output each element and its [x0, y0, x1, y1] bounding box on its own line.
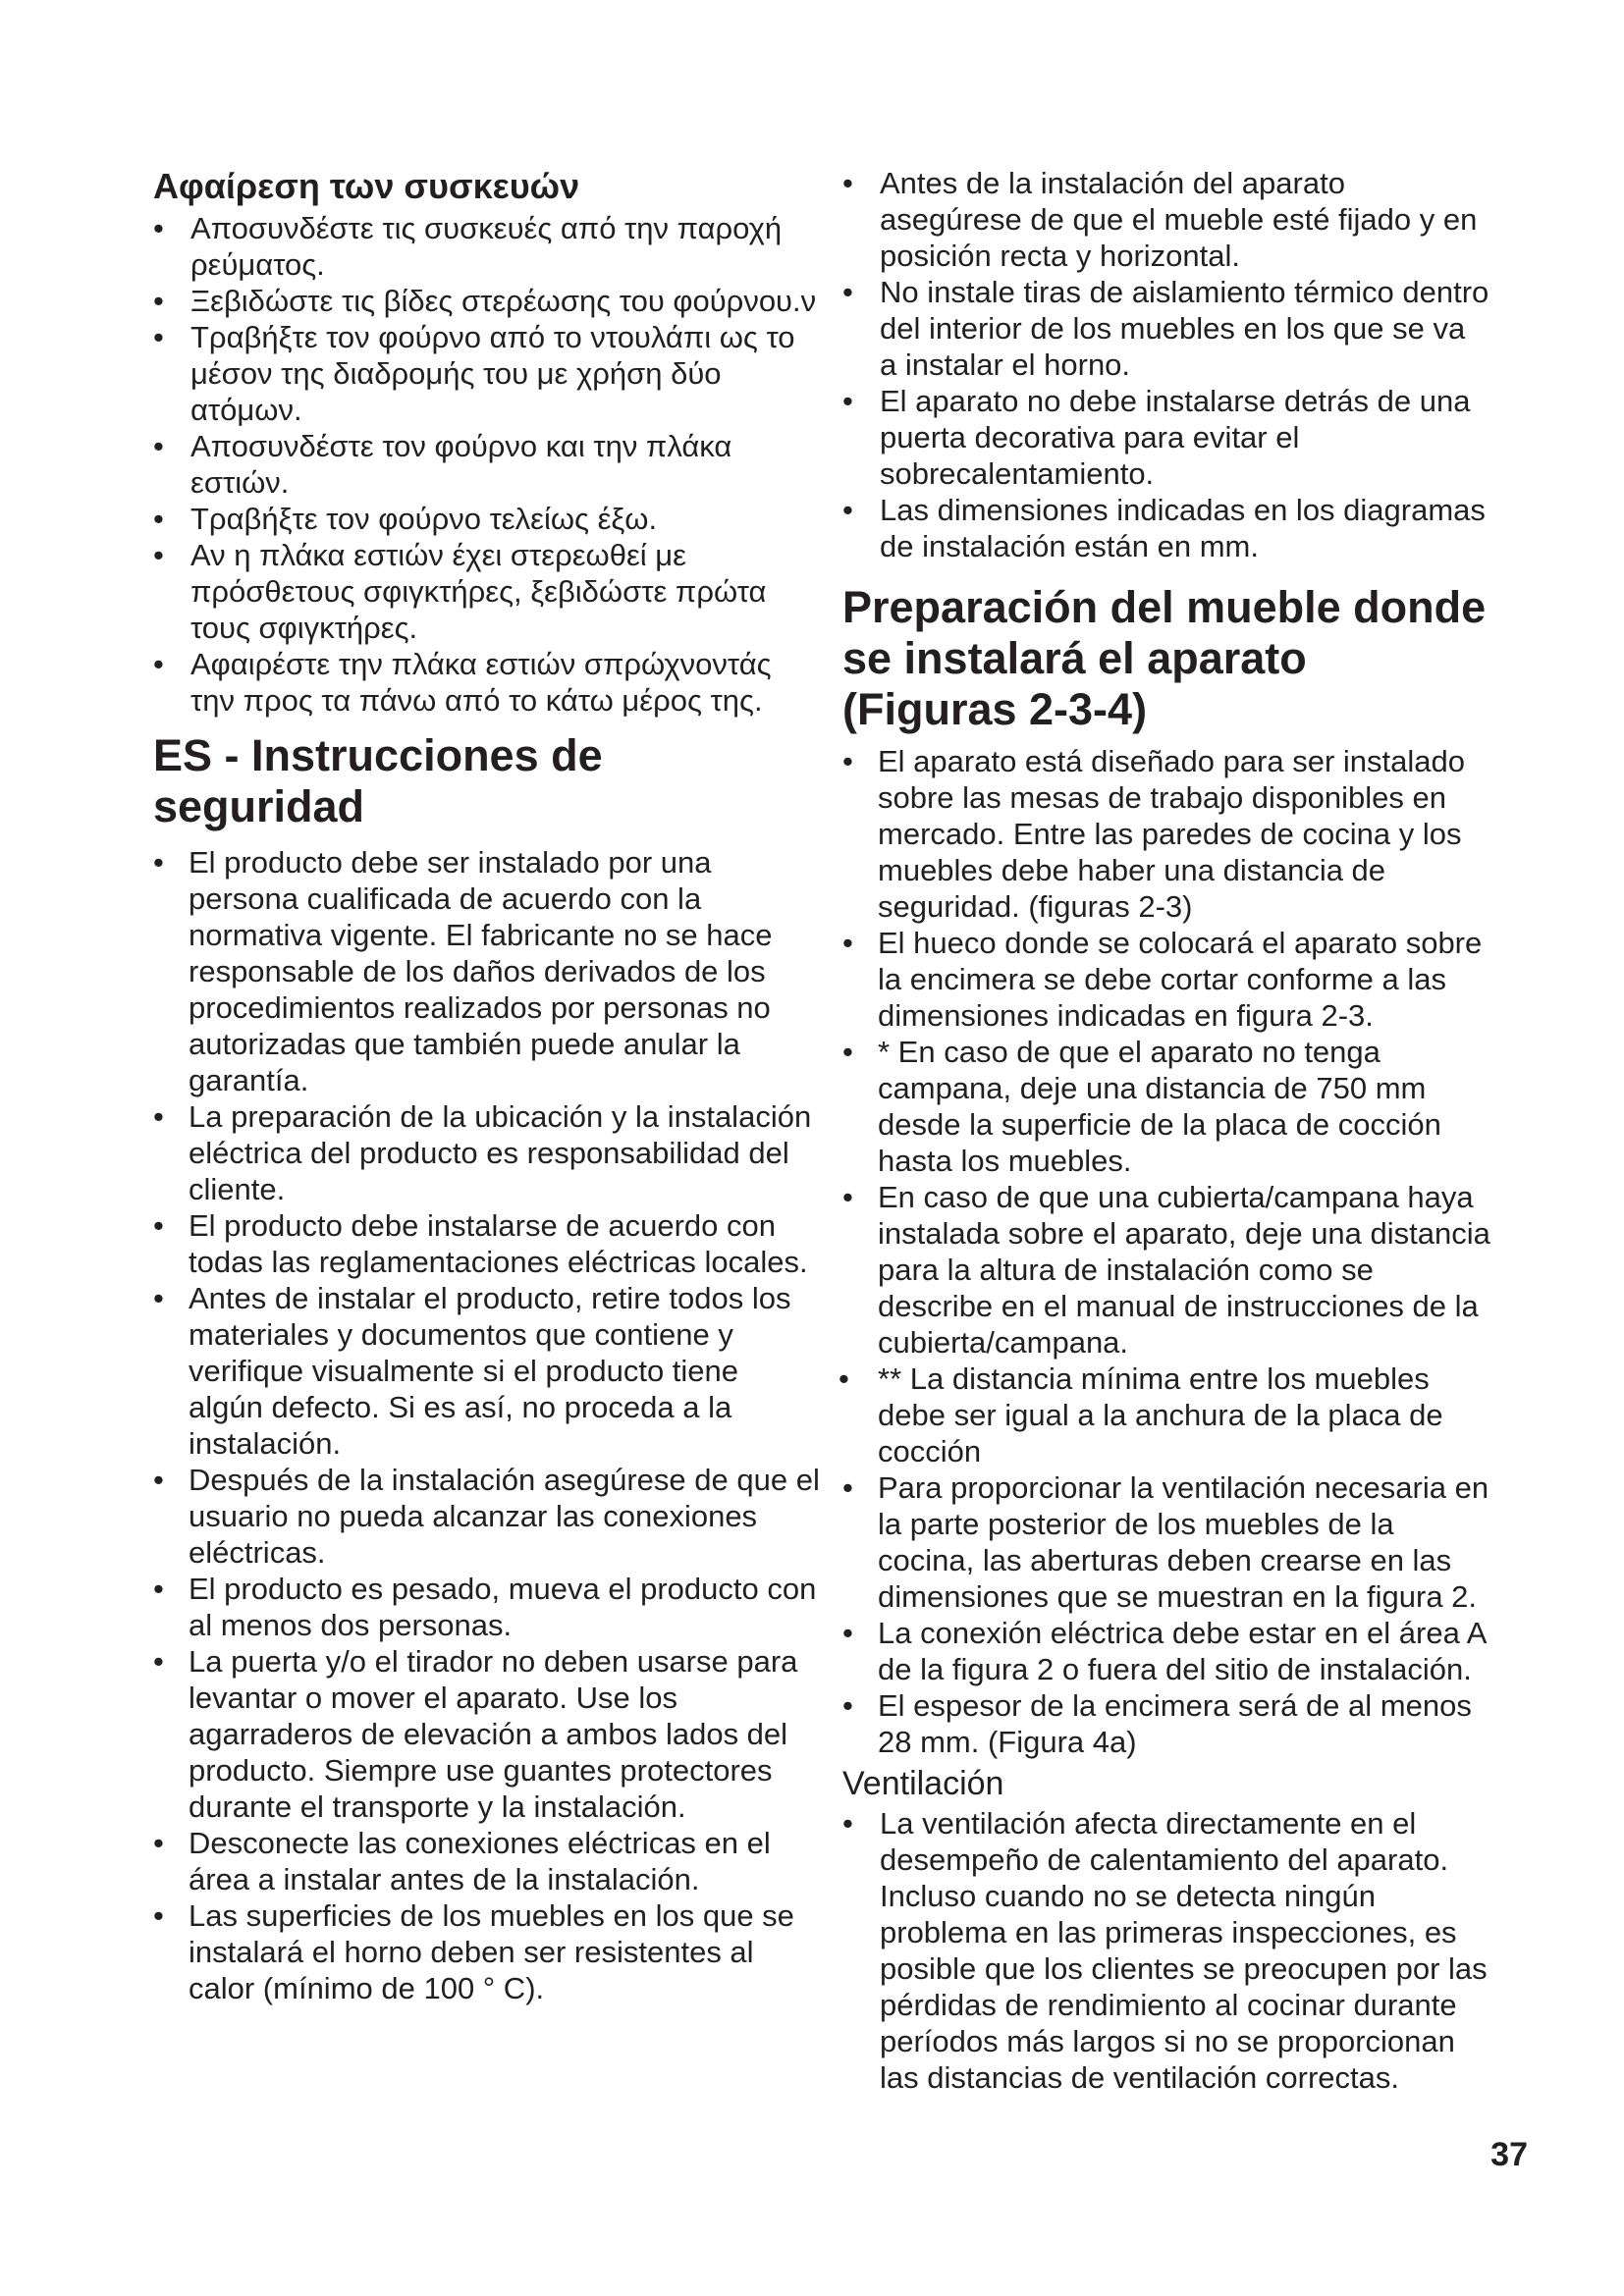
- list-item: • Las dimensiones indicadas en los diagramas de instalación están en mm.: [842, 493, 1486, 563]
- right-column: [839, 165, 1490, 2096]
- list-item: • Después de la instalación asegúrese de que el usuario no pueda alcanzar las conexiones eléctricas.: [153, 1463, 820, 1570]
- list-item: • La puerta y/o el tirador no deben usarse para levantar o mover el aparato. Use los agarraderos de elevación a ambos lados del producto. Siempre use guantes protectores durante el transporte y la instalación.: [153, 1644, 798, 1824]
- list-item: • Antes de la instalación del aparato asegúrese de que el mueble esté fijado y en posición recta y horizontal.: [842, 166, 1478, 273]
- list-item: • La preparación de la ubicación y la instalación eléctrica del producto es responsabilidad del cliente.: [153, 1099, 812, 1206]
- ventilation-list: [842, 1805, 1490, 2096]
- list-item: • El aparato está diseñado para ser instalado sobre las mesas de trabajo disponibles en mercado. Entre las paredes de cocina y los muebles debe haber una distancia de seguridad. (figuras 2-3): [842, 744, 1466, 924]
- list-item: • El producto es pesado, mueva el producto con al menos dos personas.: [153, 1572, 817, 1642]
- list-item: • El aparato no debe instalarse detrás de una puerta decorativa para evitar el sobrecalentamiento.: [842, 384, 1471, 491]
- safety-list: [153, 844, 821, 2006]
- list-item: • Τραβήξτε τον φούρνο τελείως έξω.: [153, 502, 658, 536]
- list-item: • La ventilación afecta directamente en el desempeño de calentamiento del aparato. Incluso cuando no se detecta ningún problema en las primeras inspecciones, es posible que los clientes se preocupen por las pérdidas de rendimiento al cocinar durante períodos más largos si no se proporcionan las distancias de ventilación correctas.: [842, 1806, 1488, 2095]
- list-item: • ** La distancia mínima entre los muebles debe ser igual a la anchura de la placa de cocción: [839, 1362, 1443, 1468]
- list-item: • * En caso de que el aparato no tenga campana, deje una distancia de 750 mm desde la superficie de la placa de cocción hasta los muebles.: [842, 1035, 1441, 1178]
- list-item: • Las superficies de los muebles en los que se instalará el horno deben ser resistentes al calor (mínimo de 100 ° C).: [153, 1898, 794, 2005]
- furniture-preparation-heading: Preparación del mueble donde se instalará el aparato (Figuras 2-3-4): [842, 582, 1487, 734]
- left-column: [153, 165, 821, 2006]
- greek-removal-list: [153, 210, 821, 719]
- list-item: • Ξεβιδώστε τις βίδες στερέωσης του φούρνου.ν: [153, 284, 817, 318]
- safety-heading: ES - Instrucciones de seguridad: [153, 730, 603, 831]
- list-item: • La conexión eléctrica debe estar en el área A de la figura 2 o fuera del sitio de instalación.: [842, 1616, 1486, 1686]
- list-item: • Antes de instalar el producto, retire todos los materiales y documentos que contiene y verifique visualmente si el producto tiene algún defecto. Si es así, no proceda a la instalación.: [153, 1281, 791, 1461]
- list-item: • Αποσυνδέστε τις συσκευές από την παροχή ρεύματος.: [153, 211, 783, 282]
- greek-removal-heading: Αφαίρεση των συσκευών: [153, 166, 580, 206]
- list-item: • El hueco donde se colocará el aparato sobre la encimera se debe cortar conforme a las dimensiones indicadas en figura 2-3.: [842, 926, 1483, 1033]
- list-item: • El producto debe ser instalado por una persona cualificada de acuerdo con la normativa vigente. El fabricante no se hace responsable de los daños derivados de los procedimientos realizados por personas no autorizadas que también puede anular la garantía.: [153, 845, 773, 1097]
- list-item: • Desconecte las conexiones eléctricas en el área a instalar antes de la instalación.: [153, 1826, 771, 1896]
- list-item: • Αποσυνδέστε τον φούρνο και την πλάκα εστιών.: [153, 429, 732, 500]
- furniture-preparation-list: [839, 743, 1490, 1760]
- list-item: • El producto debe instalarse de acuerdo con todas las reglamentaciones eléctricas locales.: [153, 1208, 808, 1279]
- installation-notes-list: [842, 165, 1490, 564]
- ventilation-heading: Ventilación: [842, 1765, 1004, 1802]
- page-number: 37: [1490, 2136, 1528, 2173]
- list-item: • Τραβήξτε τον φούρνο από το ντουλάπι ως το μέσον της διαδρομής του με χρήση δύο ατόμων.: [153, 320, 795, 427]
- list-item: • En caso de que una cubierta/campana haya instalada sobre el aparato, deje una distancia para la altura de instalación como se describe en el manual de instrucciones de la cubierta/campana.: [842, 1180, 1490, 1360]
- list-item: • Αφαιρέστε την πλάκα εστιών σπρώχνοντάς την προς τα πάνω από το κάτω μέρος της.: [153, 647, 772, 718]
- list-item: • Para proporcionar la ventilación necesaria en la parte posterior de los muebles de la cocina, las aberturas deben crearse en las dimensiones que se muestran en la figura 2.: [842, 1470, 1489, 1614]
- list-item: • Αν η πλάκα εστιών έχει στερεωθεί με πρόσθετους σφιγκτήρες, ξεβιδώστε πρώτα τους σφιγκτήρες.: [153, 538, 767, 645]
- list-item: • El espesor de la encimera será de al menos 28 mm. (Figura 4a): [842, 1688, 1472, 1759]
- list-item: • No instale tiras de aislamiento térmico dentro del interior de los muebles en los que se va a instalar el horno.: [842, 275, 1489, 382]
